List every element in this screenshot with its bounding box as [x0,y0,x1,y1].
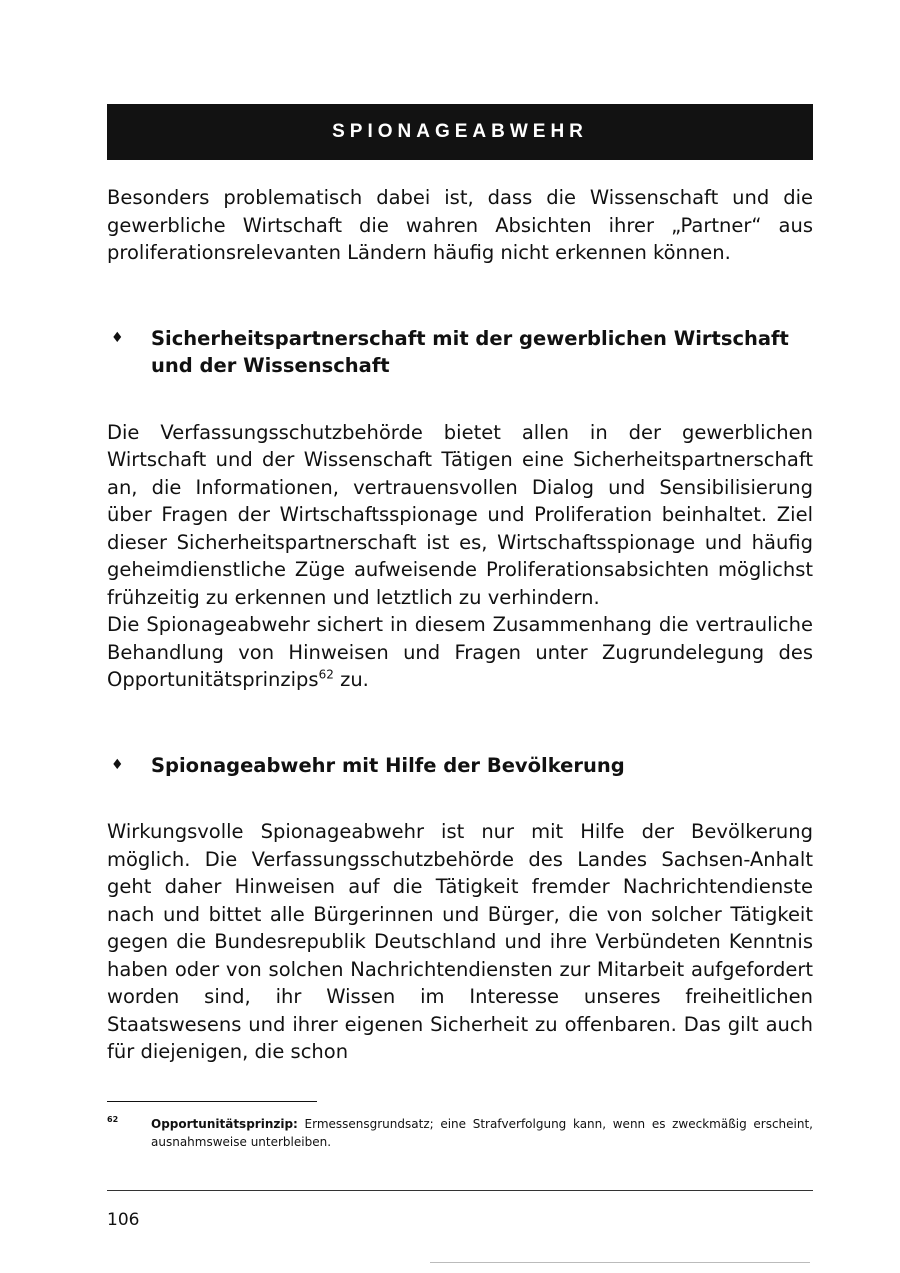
security-partnership-paragraph: Die Verfassungsschutzbehörde bietet allen in der gewerblichen Wirtschaft und der Wissenschaft Tätigen eine Sicherheitspartnerschaft an, die Informationen, vertrauensvollen Dialog und Sensibilisierung über Fragen der Wirtschaftsspionage und Proliferation beinhaltet. Ziel dieser Sicherheitspartnerschaft ist es, Wirtschaftsspionage und häufig geheimdienstliche Züge aufweisende Proliferationsabsichten möglichst frühzeitig zu erkennen und letztlich zu verhindern. [107,420,813,609]
chapter-title: SPIONAGEABWEHR [332,121,588,142]
section-heading-security-partnership [107,325,813,380]
footnote [107,1115,813,1151]
section-heading-text: Sicherheitspartnerschaft mit der gewerblichen Wirtschaft und der Wissenschaft [151,326,789,377]
section-heading-text: Spionageabwehr mit Hilfe der Bevölkerung [151,753,625,777]
diamond-bullet-icon: ♦ [111,329,124,346]
scan-artifact-line [430,1262,810,1263]
intro-paragraph: Besonders problematisch dabei ist, dass die Wissenschaft und die gewerbliche Wirtschaft die wahren Absichten ihrer „Partner“ aus proliferationsrelevanten Ländern häufig nicht erkennen können. [107,186,813,264]
page-number: 106 [107,1210,140,1230]
footnote-reference[interactable]: 62 [318,667,334,682]
chapter-header-bar [107,104,813,160]
footnote-term: Opportunitätsprinzip: [151,1117,298,1131]
page-body [107,184,813,1066]
counterintelligence-paragraph: Die Spionageabwehr sichert in diesem Zusammenhang die vertrauliche Behandlung von Hinweisen und Fragen unter Zugrundelegung des Opportunitätsprinzips$^{62}$ zu. [107,613,813,691]
population-paragraph: Wirkungsvolle Spionageabwehr ist nur mit Hilfe der Bevölkerung möglich. Die Verfassungsschutzbehörde des Landes Sachsen-Anhalt geht daher Hinweisen auf die Tätigkeit fremder Nachrichtendienste nach und bittet alle Bürgerinnen und Bürger, die von solcher Tätigkeit gegen die Bundesrepublik Deutschland und ihre Verbündeten Kenntnis haben oder von solchen Nachrichtendiensten zur Mitarbeit aufgefordert worden sind, ihr Wissen im Interesse unseres freiheitlichen Staatswesens und ihrer eigenen Sicherheit zu offenbaren. Das gilt auch für diejenigen, die schon [107,820,813,1063]
section-heading-population [107,752,813,780]
footnote-mark: 62 [107,1115,119,1124]
footnote-divider [107,1101,317,1102]
page-footer-divider [107,1190,813,1191]
diamond-bullet-icon: ♦ [111,756,124,773]
footnote-text: Opportunitätsprinzip: Ermessensgrundsatz; eine Strafverfolgung kann, wenn es zweckmäßig erscheint, ausnahmsweise unterbleiben. [151,1117,813,1149]
